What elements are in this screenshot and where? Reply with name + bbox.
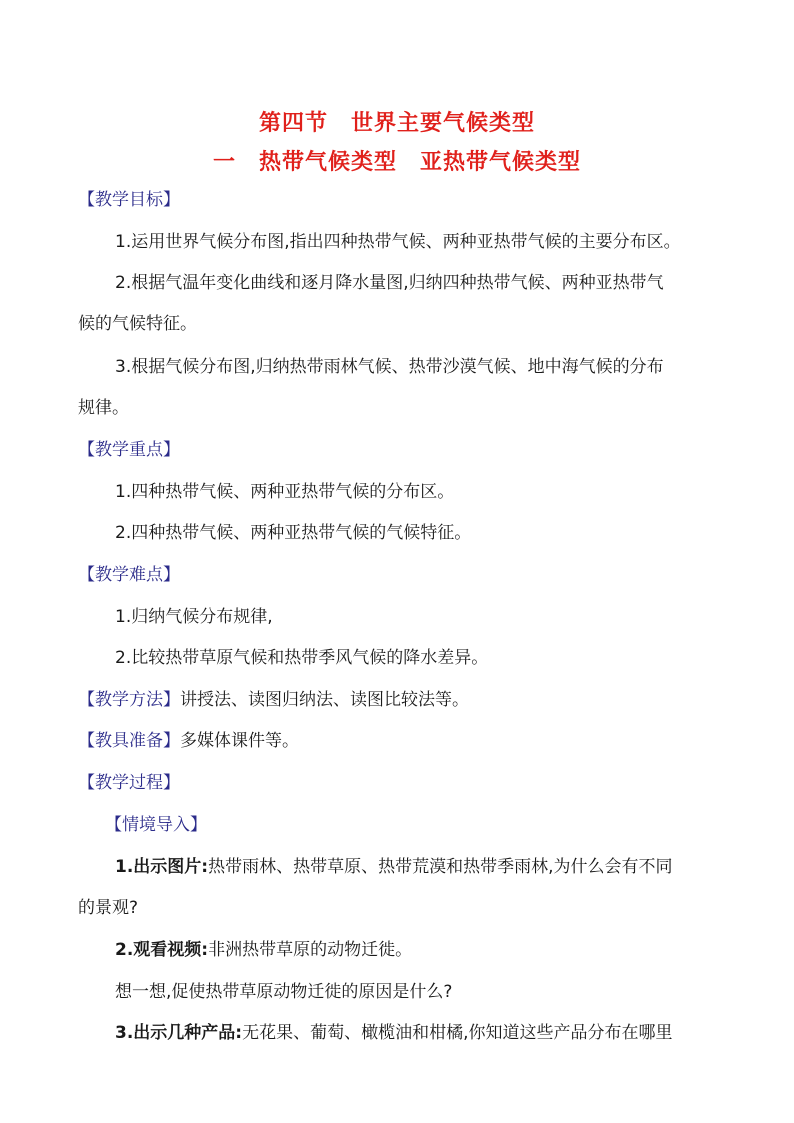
step-3-text: 无花果、葡萄、橄榄油和柑橘,你知道这些产品分布在哪里: [242, 1023, 673, 1043]
key-points-heading: 【教学重点】: [78, 440, 180, 460]
process-heading: 【教学过程】: [78, 773, 180, 793]
process-step-1: [115, 855, 673, 879]
step-2-label: 2.观看视频:: [115, 940, 209, 960]
step-3-label: 3.出示几种产品:: [115, 1023, 243, 1043]
objectives-heading: 【教学目标】: [78, 190, 180, 210]
difficulties-heading: 【教学难点】: [78, 565, 180, 585]
objective-item-3-line-2: 规律。: [78, 398, 129, 418]
process-step-1-continued: 的景观?: [78, 898, 139, 918]
step-2-text: 非洲热带草原的动物迁徙。: [208, 940, 413, 960]
tools-heading: 【教具准备】: [78, 731, 180, 751]
methods-heading: 【教学方法】: [78, 690, 180, 710]
tools-row: [78, 729, 299, 753]
intro-heading: 【情境导入】: [105, 815, 207, 835]
objective-item-3-line-1: 3.根据气候分布图,归纳热带雨林气候、热带沙漠气候、地中海气候的分布: [115, 357, 664, 377]
key-point-item-1: 1.四种热带气候、两种亚热带气候的分布区。: [115, 482, 455, 502]
methods-row: [78, 688, 469, 712]
process-step-2: [115, 938, 412, 962]
lesson-title: 一 热带气候类型 亚热带气候类型: [212, 150, 581, 175]
tools-text: 多媒体课件等。: [180, 731, 299, 751]
difficulty-item-1: 1.归纳气候分布规律,: [115, 607, 273, 627]
objective-item-2-line-1: 2.根据气温年变化曲线和逐月降水量图,归纳四种热带气候、两种亚热带气: [115, 273, 664, 293]
process-step-2-question: 想一想,促使热带草原动物迁徙的原因是什么?: [115, 982, 453, 1002]
section-title: 第四节 世界主要气候类型: [258, 111, 535, 136]
objective-item-2-line-2: 候的气候特征。: [78, 314, 197, 334]
step-1-label: 1.出示图片:: [115, 857, 209, 877]
methods-text: 讲授法、读图归纳法、读图比较法等。: [180, 690, 469, 710]
key-point-item-2: 2.四种热带气候、两种亚热带气候的气候特征。: [115, 523, 472, 543]
step-1-text: 热带雨林、热带草原、热带荒漠和热带季雨林,为什么会有不同: [208, 857, 673, 877]
process-step-3: [115, 1021, 673, 1045]
objective-item-1: 1.运用世界气候分布图,指出四种热带气候、两种亚热带气候的主要分布区。: [115, 232, 681, 252]
difficulty-item-2: 2.比较热带草原气候和热带季风气候的降水差异。: [115, 648, 489, 668]
